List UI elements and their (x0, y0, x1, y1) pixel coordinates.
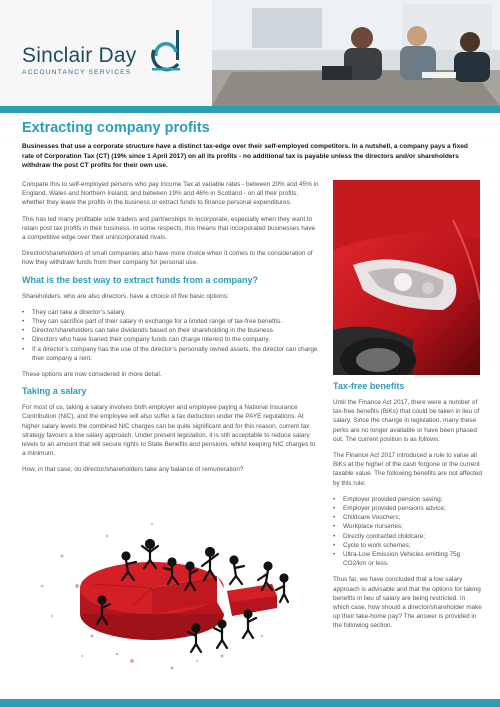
list-item: • Childcare Vouchers; (333, 513, 483, 522)
page-title: Extracting company profits (22, 120, 210, 136)
page-header (0, 0, 500, 106)
red-car-photo (333, 180, 480, 375)
paragraph: How, in that case, do director/shareholders take any balance of remuneration? (22, 466, 244, 474)
right-column (333, 380, 483, 638)
paragraph: For most of us, taking a salary involves both employer and employee paying a National Insurance Contribution (NIC), and the employee will also suffer a tax deduction under the PAYE regulations. At higher salary levels the combined NIC charges can be quite significant and for this reason, current tax strategy favours a low salary approach. Under present legislation, it is still acceptable to reduce salary levels to an amount that will secure rights to State Benefits and pensions, whilst keeping NIC charges to a minimum. (22, 404, 316, 458)
intro-paragraph: Businesses that use a corporate structure have a distinct tax-edge over their self-employed competitors. In a nutshell, a company pays a fixed rate of Corporation Tax (CT) (19% since 1 April 2017) on all its profits - no additional tax is payable unless the directors and/or shareholders withdraw the post CT profits for their own use. (22, 143, 468, 170)
list-item: • Workplace nurseries; (333, 522, 483, 531)
paragraph: The Finance Act 2017 introduced a rule to value all BiKs at the higher of the cash forgone or the current taxable value. The following benefits are not affected by this rule: (333, 452, 482, 487)
list-item: • They can take a director’s salary. (22, 308, 320, 317)
section-heading-taking-salary: Taking a salary (22, 386, 87, 397)
list-item: • Directors who have loaned their company funds can charge interest to the company. (22, 335, 320, 344)
paragraph: Compare this to self-employed persons who pay Income Tax at variable rates - between 20% and 45% in England, Wales and Northern Ireland, and between 19% and 46% in Scotland - on all their profits, whether they leave the profits in the business or extract funds to finance personal expenditures. (22, 181, 319, 207)
brand-logo-icon (150, 28, 190, 74)
paragraph: Shareholders, who are also directors, have a choice of five basic options: (22, 292, 229, 300)
paragraph: These options are now considered in more detail. (22, 371, 162, 379)
list-item: • Cycle to work schemes; (333, 541, 483, 550)
section-heading-tax-free-benefits: Tax-free benefits (333, 381, 405, 391)
brand-logo-text (22, 44, 136, 76)
paragraph: This has led many profitable sole traders and partnerships to incorporate, especially when they want to retain post tax profits in their business. In some respects, this means that incorporated businesses have a competitive edge over their unincorporated rivals. (22, 215, 316, 242)
brand-subtitle: ACCOUNTANCY SERVICES (22, 69, 132, 76)
list-item: • Director/shareholders can take dividends based on their shareholding in the business. (22, 326, 320, 335)
left-column (22, 180, 320, 482)
paragraph: Director/shareholders of small companies also have more choice when it comes to the consideration of how they withdraw funds from their company for personal use. (22, 250, 313, 267)
brand-name: Sinclair Day (22, 44, 137, 67)
header-accent-bar (0, 106, 500, 113)
options-list (22, 308, 320, 363)
pie-chart-figures-illustration (22, 496, 320, 676)
footer-accent-bar (0, 699, 500, 707)
benefits-list (333, 495, 483, 569)
paragraph: Until the Finance Act 2017, there were a number of tax-free benefits (BiKs) that could be taken in lieu of salary. Since the change in legislation, many these perks are no longer available or have been phased out. The current position is as follows: (333, 399, 480, 443)
list-item: • Ultra-Low Emission Vehicles emitting 75g CO2/km or less. (333, 550, 483, 568)
section-heading-best-way: What is the best way to extract funds from a company? (22, 274, 259, 285)
list-item: • If a director’s company has the use of the director’s personally owned assets, the director can charge their company a rent. (22, 345, 320, 363)
list-item: • Directly contracted childcare; (333, 532, 483, 541)
office-meeting-photo (212, 0, 500, 106)
paragraph: Thus far, we have concluded that a low salary approach is advisable and that the options for taking benefits in lieu of salary are being restricted. In which case, how should a director/shareholder make up their take-home pay? The answer is provided in the following section. (333, 576, 482, 630)
list-item: • Employer provided pension saving; (333, 495, 483, 504)
list-item: • Employer provided pensions advice; (333, 504, 483, 513)
list-item: • They can sacrifice part of their salary in exchange for a limited range of tax-free benefits. (22, 317, 320, 326)
